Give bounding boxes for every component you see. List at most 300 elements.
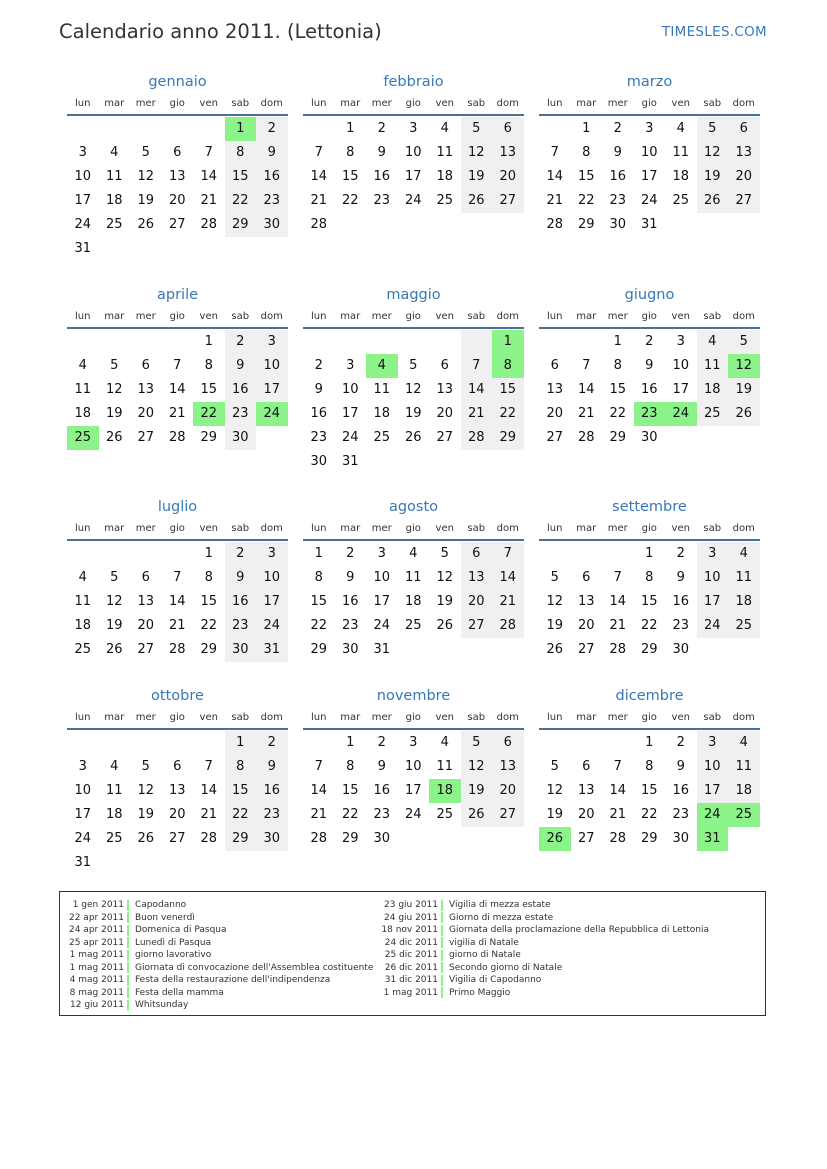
- weekday-label: lun: [311, 712, 327, 723]
- day-cell: 9: [256, 141, 288, 165]
- day-cell: 25: [436, 193, 454, 208]
- day-cell: 22: [200, 618, 218, 633]
- day-cell: 12: [105, 382, 123, 397]
- month-name: maggio: [386, 287, 441, 303]
- day-cell: 17: [697, 779, 729, 803]
- day-cell: 29: [341, 831, 359, 846]
- day-cell: 30: [373, 831, 391, 846]
- empty-cell: [99, 117, 131, 141]
- holiday-marker: [127, 937, 129, 948]
- holiday-date: 23 giu 2011: [384, 900, 438, 911]
- day-cell: 10: [256, 566, 288, 590]
- weekday-label: sab: [231, 523, 250, 534]
- day-cell: 15: [577, 169, 595, 184]
- month-novembre: [303, 687, 524, 851]
- weekday-label: lun: [75, 311, 91, 322]
- day-cell: 22: [341, 193, 359, 208]
- holiday-day-cell: 1: [225, 117, 257, 141]
- day-cell: 4: [110, 145, 119, 160]
- weekday-label: gio: [169, 98, 185, 109]
- day-cell: 11: [404, 570, 422, 585]
- day-cell: 20: [168, 807, 186, 822]
- day-cell: 28: [200, 831, 218, 846]
- weekday-label: ven: [671, 712, 690, 723]
- day-cell: 23: [672, 618, 690, 633]
- day-cell: 14: [609, 594, 627, 609]
- day-cell: 31: [640, 217, 658, 232]
- weekday-label: ven: [435, 712, 454, 723]
- day-cell: 10: [373, 570, 391, 585]
- holiday-marker: [127, 962, 129, 973]
- day-cell: 10: [74, 783, 92, 798]
- weekday-label: sab: [467, 311, 486, 322]
- month-agosto: [303, 498, 524, 662]
- weekday-label: mar: [340, 98, 361, 109]
- weekday-label: gio: [641, 311, 657, 322]
- weekday-header: [67, 712, 288, 730]
- day-cell: 14: [200, 783, 218, 798]
- day-cell: 31: [373, 642, 391, 657]
- day-cell: 22: [225, 189, 257, 213]
- day-cell: 26: [404, 430, 422, 445]
- day-cell: 8: [225, 755, 257, 779]
- day-cell: 6: [173, 145, 182, 160]
- day-cell: 3: [697, 542, 729, 566]
- day-cell: 14: [492, 566, 524, 590]
- day-cell: 29: [640, 831, 658, 846]
- day-cell: 17: [74, 193, 92, 208]
- day-cell: 20: [577, 807, 595, 822]
- day-cell: 24: [341, 430, 359, 445]
- day-cell: 2: [645, 334, 654, 349]
- holiday-date: 1 mag 2011: [383, 987, 438, 998]
- day-cell: 30: [609, 217, 627, 232]
- holiday-entry: [60, 962, 373, 975]
- empty-cell: [162, 731, 194, 755]
- day-cell: 30: [225, 426, 257, 450]
- day-grid: [539, 542, 760, 662]
- day-cell: 16: [373, 783, 391, 798]
- day-cell: 19: [436, 594, 454, 609]
- weekday-label: sab: [467, 712, 486, 723]
- day-cell: 23: [672, 807, 690, 822]
- holiday-marker: [127, 950, 129, 961]
- weekday-label: gio: [405, 311, 421, 322]
- empty-cell: [602, 542, 634, 566]
- weekday-label: dom: [260, 98, 283, 109]
- day-cell: 27: [492, 803, 524, 827]
- day-cell: 6: [141, 358, 150, 373]
- day-cell: 29: [225, 213, 257, 237]
- day-cell: 2: [676, 735, 685, 750]
- day-cell: 4: [78, 358, 87, 373]
- day-cell: 9: [613, 145, 622, 160]
- weekday-label: gio: [405, 98, 421, 109]
- day-cell: 12: [461, 755, 493, 779]
- empty-cell: [130, 117, 162, 141]
- day-cell: 23: [373, 807, 391, 822]
- day-cell: 22: [310, 618, 328, 633]
- weekday-label: lun: [311, 98, 327, 109]
- day-cell: 22: [577, 193, 595, 208]
- day-cell: 7: [550, 145, 559, 160]
- weekday-label: mer: [135, 311, 156, 322]
- holiday-day-cell: 4: [366, 354, 398, 378]
- weekday-label: ven: [435, 98, 454, 109]
- holiday-marker: [441, 900, 443, 911]
- day-cell: 28: [168, 642, 186, 657]
- day-cell: 18: [105, 807, 123, 822]
- holiday-day-cell: 8: [492, 354, 524, 378]
- day-cell: 24: [404, 807, 422, 822]
- holiday-day-cell: 12: [728, 354, 760, 378]
- month-name: giugno: [624, 287, 675, 303]
- day-cell: 14: [577, 382, 595, 397]
- day-cell: 16: [225, 378, 257, 402]
- weekday-label: mar: [104, 712, 125, 723]
- day-cell: 8: [225, 141, 257, 165]
- day-cell: 2: [377, 735, 386, 750]
- weekday-label: mar: [340, 311, 361, 322]
- holiday-marker: [127, 975, 129, 986]
- day-cell: 25: [672, 193, 690, 208]
- day-cell: 21: [577, 406, 595, 421]
- day-cell: 5: [550, 570, 559, 585]
- day-cell: 26: [697, 189, 729, 213]
- holiday-day-cell: 23: [634, 402, 666, 426]
- holiday-marker: [441, 975, 443, 986]
- empty-cell: [539, 117, 571, 141]
- holiday-day-cell: 25: [728, 803, 760, 827]
- holiday-marker: [441, 987, 443, 998]
- holiday-date: 4 mag 2011: [69, 975, 124, 986]
- day-grid: [67, 542, 288, 662]
- holiday-date: 24 dic 2011: [384, 937, 438, 948]
- weekday-label: dom: [496, 712, 519, 723]
- day-grid: [539, 117, 760, 237]
- day-cell: 19: [697, 165, 729, 189]
- holiday-entry: [374, 987, 709, 1000]
- empty-cell: [99, 731, 131, 755]
- empty-cell: [99, 330, 131, 354]
- day-cell: 3: [346, 358, 355, 373]
- month-name: luglio: [157, 499, 198, 515]
- day-cell: 5: [110, 570, 119, 585]
- weekday-label: mer: [607, 712, 628, 723]
- holiday-marker: [127, 925, 129, 936]
- holiday-marker: [127, 1000, 129, 1011]
- day-cell: 8: [613, 358, 622, 373]
- empty-cell: [99, 542, 131, 566]
- holiday-date: 8 mag 2011: [69, 987, 124, 998]
- day-cell: 21: [609, 807, 627, 822]
- month-name: marzo: [626, 74, 673, 90]
- day-cell: 13: [577, 594, 595, 609]
- day-cell: 22: [609, 406, 627, 421]
- day-cell: 28: [461, 426, 493, 450]
- day-cell: 13: [492, 141, 524, 165]
- day-cell: 24: [74, 831, 92, 846]
- day-cell: 5: [409, 358, 418, 373]
- day-cell: 25: [697, 402, 729, 426]
- weekday-label: sab: [231, 311, 250, 322]
- weekday-label: sab: [703, 98, 722, 109]
- day-cell: 5: [550, 759, 559, 774]
- weekday-header: [67, 311, 288, 329]
- day-cell: 7: [492, 542, 524, 566]
- day-cell: 17: [256, 378, 288, 402]
- weekday-label: lun: [75, 98, 91, 109]
- day-cell: 11: [436, 145, 454, 160]
- holiday-marker: [127, 900, 129, 911]
- day-cell: 18: [728, 590, 760, 614]
- holiday-name: Giornata di convocazione dell'Assemblea costituente: [135, 962, 374, 973]
- weekday-label: ven: [671, 523, 690, 534]
- holiday-list-left: [60, 899, 373, 1012]
- day-cell: 19: [546, 618, 564, 633]
- empty-cell: [429, 330, 461, 354]
- day-cell: 27: [492, 189, 524, 213]
- day-cell: 1: [645, 735, 654, 750]
- day-cell: 5: [440, 546, 449, 561]
- day-cell: 27: [577, 831, 595, 846]
- month-name: ottobre: [151, 688, 204, 704]
- day-cell: 9: [346, 570, 355, 585]
- holiday-name: Giorno di mezza estate: [449, 912, 554, 923]
- weekday-header: [539, 712, 760, 730]
- holiday-date: 1 mag 2011: [69, 950, 124, 961]
- holiday-entry: [374, 949, 709, 962]
- day-cell: 26: [105, 430, 123, 445]
- day-cell: 27: [137, 642, 155, 657]
- weekday-label: sab: [467, 98, 486, 109]
- day-cell: 21: [492, 590, 524, 614]
- day-cell: 11: [697, 354, 729, 378]
- month-name: dicembre: [615, 688, 684, 704]
- day-cell: 22: [640, 618, 658, 633]
- day-cell: 30: [672, 642, 690, 657]
- day-cell: 30: [310, 454, 328, 469]
- month-giugno: [539, 286, 760, 450]
- weekday-label: lun: [547, 98, 563, 109]
- empty-cell: [571, 731, 603, 755]
- holiday-date: 31 dic 2011: [384, 975, 438, 986]
- day-cell: 1: [204, 334, 213, 349]
- weekday-label: dom: [260, 523, 283, 534]
- day-cell: 10: [697, 755, 729, 779]
- day-cell: 15: [341, 783, 359, 798]
- day-cell: 17: [341, 406, 359, 421]
- day-cell: 18: [105, 193, 123, 208]
- holiday-entry: [60, 912, 373, 925]
- day-cell: 10: [341, 382, 359, 397]
- day-cell: 1: [314, 546, 323, 561]
- day-cell: 1: [204, 546, 213, 561]
- empty-cell: [67, 117, 99, 141]
- month-name: settembre: [612, 499, 687, 515]
- day-cell: 5: [110, 358, 119, 373]
- day-cell: 26: [137, 217, 155, 232]
- weekday-label: gio: [641, 523, 657, 534]
- empty-cell: [539, 542, 571, 566]
- day-cell: 2: [225, 542, 257, 566]
- day-cell: 13: [436, 382, 454, 397]
- day-cell: 19: [137, 193, 155, 208]
- weekday-label: sab: [231, 712, 250, 723]
- holiday-date: 18 nov 2011: [381, 925, 438, 936]
- holiday-date: 22 apr 2011: [68, 912, 124, 923]
- day-grid: [303, 117, 524, 237]
- day-cell: 17: [404, 169, 422, 184]
- day-cell: 11: [74, 594, 92, 609]
- empty-cell: [130, 731, 162, 755]
- weekday-header: [67, 523, 288, 541]
- day-cell: 13: [168, 783, 186, 798]
- holiday-entry: [374, 974, 709, 987]
- month-name: febbraio: [383, 74, 444, 90]
- empty-cell: [303, 330, 335, 354]
- day-cell: 3: [409, 121, 418, 136]
- empty-cell: [67, 542, 99, 566]
- day-cell: 6: [461, 542, 493, 566]
- day-cell: 14: [310, 783, 328, 798]
- day-cell: 16: [609, 169, 627, 184]
- day-cell: 7: [204, 759, 213, 774]
- day-cell: 7: [613, 759, 622, 774]
- day-cell: 7: [173, 570, 182, 585]
- weekday-label: ven: [435, 523, 454, 534]
- day-cell: 11: [105, 169, 123, 184]
- day-cell: 23: [341, 618, 359, 633]
- day-cell: 24: [74, 217, 92, 232]
- empty-cell: [571, 330, 603, 354]
- empty-cell: [303, 117, 335, 141]
- weekday-label: ven: [671, 311, 690, 322]
- day-cell: 24: [373, 618, 391, 633]
- weekday-label: mar: [576, 311, 597, 322]
- empty-cell: [539, 330, 571, 354]
- holiday-day-cell: 24: [665, 402, 697, 426]
- weekday-label: ven: [199, 98, 218, 109]
- day-cell: 8: [645, 570, 654, 585]
- day-cell: 6: [582, 759, 591, 774]
- day-cell: 20: [728, 165, 760, 189]
- day-cell: 17: [404, 783, 422, 798]
- day-cell: 27: [168, 831, 186, 846]
- day-cell: 10: [74, 169, 92, 184]
- weekday-label: lun: [311, 523, 327, 534]
- empty-cell: [162, 117, 194, 141]
- day-cell: 18: [672, 169, 690, 184]
- weekday-label: mar: [104, 98, 125, 109]
- day-cell: 13: [168, 169, 186, 184]
- weekday-label: mer: [371, 311, 392, 322]
- day-cell: 28: [577, 430, 595, 445]
- holiday-entry: [60, 987, 373, 1000]
- day-cell: 11: [728, 566, 760, 590]
- empty-cell: [303, 731, 335, 755]
- day-cell: 2: [676, 546, 685, 561]
- page-title: Calendario anno 2011. (Lettonia): [59, 20, 382, 43]
- day-cell: 1: [613, 334, 622, 349]
- weekday-label: ven: [199, 712, 218, 723]
- day-cell: 9: [377, 759, 386, 774]
- weekday-label: mer: [607, 98, 628, 109]
- day-cell: 26: [461, 803, 493, 827]
- empty-cell: [366, 330, 398, 354]
- holiday-date: 24 giu 2011: [384, 912, 438, 923]
- weekday-label: mar: [104, 311, 125, 322]
- day-cell: 19: [461, 165, 493, 189]
- day-cell: 8: [346, 145, 355, 160]
- day-cell: 4: [440, 121, 449, 136]
- day-cell: 12: [436, 570, 454, 585]
- day-cell: 25: [404, 618, 422, 633]
- day-cell: 23: [310, 430, 328, 445]
- weekday-label: mer: [135, 98, 156, 109]
- holiday-day-cell: 25: [67, 426, 99, 450]
- day-cell: 28: [310, 217, 328, 232]
- holiday-date: 24 apr 2011: [68, 925, 124, 936]
- day-cell: 30: [672, 831, 690, 846]
- day-cell: 18: [74, 406, 92, 421]
- day-cell: 24: [256, 614, 288, 638]
- day-cell: 29: [609, 430, 627, 445]
- weekday-label: gio: [641, 712, 657, 723]
- day-cell: 9: [314, 382, 323, 397]
- day-cell: 29: [492, 426, 524, 450]
- day-cell: 26: [546, 642, 564, 657]
- day-cell: 29: [200, 430, 218, 445]
- day-cell: 27: [436, 430, 454, 445]
- holiday-name: Festa della mamma: [135, 987, 224, 998]
- day-cell: 22: [492, 402, 524, 426]
- day-cell: 2: [314, 358, 323, 373]
- weekday-label: mer: [371, 712, 392, 723]
- day-cell: 8: [204, 358, 213, 373]
- holiday-entry: [60, 999, 373, 1012]
- day-cell: 11: [436, 759, 454, 774]
- day-cell: 11: [672, 145, 690, 160]
- day-cell: 3: [256, 542, 288, 566]
- month-aprile: [67, 286, 288, 450]
- day-cell: 28: [168, 430, 186, 445]
- day-cell: 3: [78, 759, 87, 774]
- weekday-label: gio: [405, 712, 421, 723]
- weekday-header: [539, 311, 760, 329]
- holiday-entry: [374, 924, 709, 937]
- weekday-label: sab: [703, 311, 722, 322]
- weekday-label: gio: [405, 523, 421, 534]
- holiday-day-cell: 26: [539, 827, 571, 851]
- day-cell: 28: [609, 642, 627, 657]
- day-cell: 19: [105, 406, 123, 421]
- weekday-header: [303, 523, 524, 541]
- day-cell: 20: [168, 193, 186, 208]
- holiday-name: Primo Maggio: [449, 987, 511, 998]
- day-cell: 23: [225, 402, 257, 426]
- weekday-header: [539, 98, 760, 116]
- weekday-label: dom: [260, 712, 283, 723]
- day-cell: 9: [676, 759, 685, 774]
- holiday-date: 1 gen 2011: [72, 900, 124, 911]
- day-grid: [67, 731, 288, 875]
- holiday-day-cell: 22: [193, 402, 225, 426]
- day-cell: 21: [168, 406, 186, 421]
- weekday-label: dom: [732, 98, 755, 109]
- brand-link[interactable]: TIMESLES.COM: [661, 24, 767, 40]
- day-cell: 8: [314, 570, 323, 585]
